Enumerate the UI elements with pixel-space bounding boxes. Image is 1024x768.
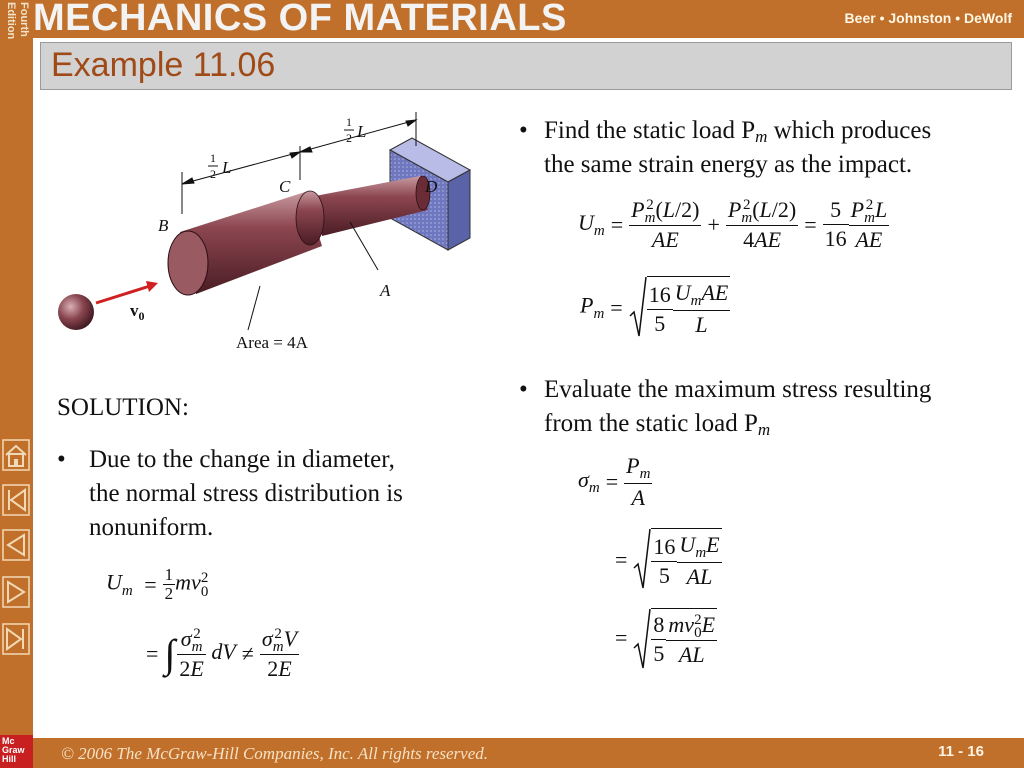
first-slide-button[interactable] <box>1 483 31 517</box>
right-bullet-1-line1: Find the static load Pm which produces <box>544 117 932 146</box>
equation-kinetic-energy: $U_m$ = $\frac{1}{2}$ mv 2 0 <box>106 565 209 603</box>
dimension-frac-2-num: 1 <box>346 115 352 129</box>
equation-max-stress-velocity: = $\frac{8}{5}$ mv 2 0 E AL <box>615 608 717 669</box>
impact-rod-figure <box>50 110 490 360</box>
left-bullet-1-line1: Due to the change in diameter, <box>89 446 395 473</box>
right-bullet-1-marker: • <box>519 117 528 144</box>
last-slide-icon <box>1 622 31 656</box>
previous-slide-button[interactable] <box>1 528 31 562</box>
first-slide-icon <box>1 483 31 517</box>
right-bullet-2-line2: from the static load Pm <box>544 410 771 439</box>
logo-line2: Graw <box>2 745 25 755</box>
equation-static-load: $P_m$ = $\frac{16}{5}$ $\frac{U_mAE}{L}$ <box>580 276 730 339</box>
next-slide-button[interactable] <box>1 575 31 609</box>
point-C-label: C <box>279 177 291 196</box>
equation-static-strain-energy: $U_m$ = P 2 m (L/2) AE + P 2 m (L/2) 4AE = $\frac{5}{16}$ P 2 m L AE <box>578 196 888 252</box>
right-bullet-2-marker: • <box>519 376 528 403</box>
footer-bar <box>33 738 1024 768</box>
next-slide-icon <box>1 575 31 609</box>
dimension-frac-1-num: 1 <box>210 151 216 165</box>
home-button[interactable] <box>1 438 31 472</box>
copyright-text: © 2006 The McGraw-Hill Companies, Inc. All rights reserved. <box>61 744 489 763</box>
authors: Beer • Johnston • DeWolf <box>844 10 1012 26</box>
solution-label: SOLUTION: <box>57 394 189 421</box>
segment-A-label: A <box>380 281 391 300</box>
edition-label <box>1 2 30 58</box>
right-bullet-1-line2: the same strain energy as the impact. <box>544 151 913 178</box>
dimension-frac-1-den: 2 <box>210 167 216 181</box>
publisher-logo <box>0 735 33 768</box>
velocity-arrow <box>96 281 158 303</box>
dimension-frac-2-den: 2 <box>346 131 352 145</box>
last-slide-button[interactable] <box>1 622 31 656</box>
left-bullet-1-marker: • <box>57 446 66 473</box>
right-bullet-2-line1: Evaluate the maximum stress resulting <box>544 376 932 403</box>
page-number: 11 - 16 <box>938 743 984 760</box>
edition-line2: Edition <box>5 2 17 40</box>
point-D-label: D <box>425 177 438 196</box>
dimension-label-2: L <box>357 122 367 141</box>
dimension-label-1: L <box>222 158 232 177</box>
edition-line1: Fourth <box>18 2 30 37</box>
large-rod-segment <box>168 191 324 295</box>
equation-max-stress: $\sigma_m$ = $\frac{P_m}{A}$ <box>578 453 651 510</box>
left-sidebar <box>0 0 33 768</box>
left-bullet-1-line3: nonuniform. <box>89 514 214 541</box>
left-bullet-1-line2: the normal stress distribution is <box>89 480 403 507</box>
logo-line1: Mc <box>2 736 15 746</box>
equation-max-stress-energy: = $\frac{16}{5}$ $\frac{U_mE}{AL}$ <box>615 528 722 591</box>
book-title: MECHANICS OF MATERIALS <box>33 0 567 39</box>
header-bar <box>33 0 1024 38</box>
equation-strain-energy-integral: = ∫ σ 2 m 2E dV ≠ σ 2 m V 2E <box>146 625 298 681</box>
previous-slide-icon <box>1 528 31 562</box>
point-B-label: B <box>158 216 169 235</box>
home-icon <box>1 438 31 472</box>
area-label: Area = 4A <box>236 333 308 352</box>
slide-title-box <box>40 42 1012 90</box>
velocity-label: $v_0$ <box>130 301 145 323</box>
logo-line3: Hill <box>2 754 17 764</box>
slide-title: Example 11.06 <box>51 46 276 84</box>
impact-ball <box>58 294 94 330</box>
